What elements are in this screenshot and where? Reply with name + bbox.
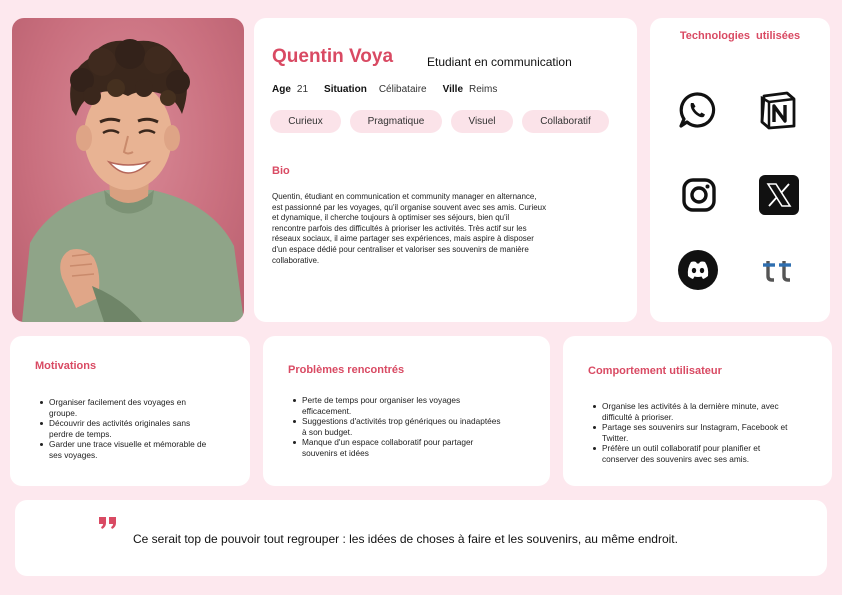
instagram-icon xyxy=(679,175,719,215)
bio-line: est passionné par les voyages, qu'il organise souvent avec ses amis. Curieux xyxy=(272,202,547,212)
list-item: Suggestions d'activités trop génériques ou inadaptées à son budget. xyxy=(292,416,542,437)
profile-photo xyxy=(12,18,244,322)
tag-visuel: Visuel xyxy=(451,110,513,133)
tag-collaboratif: Collaboratif xyxy=(522,110,609,133)
list-item: Organiser facilement des voyages en groupe. xyxy=(39,397,244,418)
behavior-list xyxy=(592,401,827,465)
list-item: Organise les activités à la dernière minute, avec difficulté à prioriser. xyxy=(592,401,827,422)
behavior-card xyxy=(563,336,832,486)
technologies-title: Technologies utilisées xyxy=(679,30,801,42)
bio-line: rencontre parfois des difficultés à prioriser les activités. Très actif sur les xyxy=(272,223,527,233)
age-value: 21 xyxy=(296,84,309,95)
behavior-title: Comportement utilisateur xyxy=(588,365,722,377)
situation-label: Situation xyxy=(324,84,367,95)
bio-line: réseaux sociaux, il aime partager ses expériences, mais aspire à disposer xyxy=(272,234,534,244)
bio-line: Quentin, étudiant en communication et community manager en alternance, xyxy=(272,192,537,201)
list-item: Manque d'un espace collaboratif pour partager souvenirs et idées xyxy=(292,437,542,458)
motivations-title: Motivations xyxy=(35,360,97,372)
notion-icon xyxy=(758,90,798,130)
discord-icon xyxy=(678,250,718,290)
list-item: Préfère un outil collaboratif pour planifier et conserver des souvenirs avec ses amis. xyxy=(592,443,827,464)
motivations-card xyxy=(10,336,250,486)
portrait-illustration xyxy=(12,18,244,322)
trait-tags xyxy=(270,110,609,133)
problems-title: Problèmes rencontrés xyxy=(288,364,405,376)
x-icon xyxy=(759,175,799,215)
persona-facts xyxy=(272,84,497,95)
problems-list xyxy=(292,395,542,459)
bio-line: et dynamique, il cherche toujours à optimiser ses séjours, bien qu'il xyxy=(272,213,510,223)
bio-line: d'un espace dédié pour centraliser et valoriser ses souvenirs de manière xyxy=(272,244,529,254)
profile-card xyxy=(254,18,637,322)
tag-curieux: Curieux xyxy=(270,110,341,133)
tag-pragmatique: Pragmatique xyxy=(350,110,442,133)
list-item: Découvrir des activités originales sans perdre de temps. xyxy=(39,418,244,439)
quote-icon xyxy=(99,516,117,534)
persona-role: Etudiant en communication xyxy=(427,55,572,69)
list-item: Garder une trace visuelle et mémorable de ses voyages. xyxy=(39,439,244,460)
list-item: Perte de temps pour organiser les voyages efficacement. xyxy=(292,395,542,416)
problems-card xyxy=(263,336,550,486)
motivations-list xyxy=(39,397,244,461)
age-label: Age xyxy=(272,84,291,95)
persona-name: Quentin Voya xyxy=(272,46,394,67)
city-value: Reims xyxy=(469,84,498,95)
tricount-icon xyxy=(759,250,799,290)
situation-value: Célibataire xyxy=(378,84,427,95)
technologies-card xyxy=(650,18,830,322)
quote-text: Ce serait top de pouvoir tout regrouper : les idées de choses à faire et les souvenirs, au même endroit. xyxy=(133,532,678,546)
bio-title: Bio xyxy=(272,165,290,177)
bio-line: collaborative. xyxy=(272,255,320,265)
bio-text xyxy=(272,192,608,266)
whatsapp-icon xyxy=(677,90,717,130)
city-label: Ville xyxy=(442,84,464,95)
quote-card xyxy=(15,500,827,576)
list-item: Partage ses souvenirs sur Instagram, Facebook et Twitter. xyxy=(592,422,827,443)
